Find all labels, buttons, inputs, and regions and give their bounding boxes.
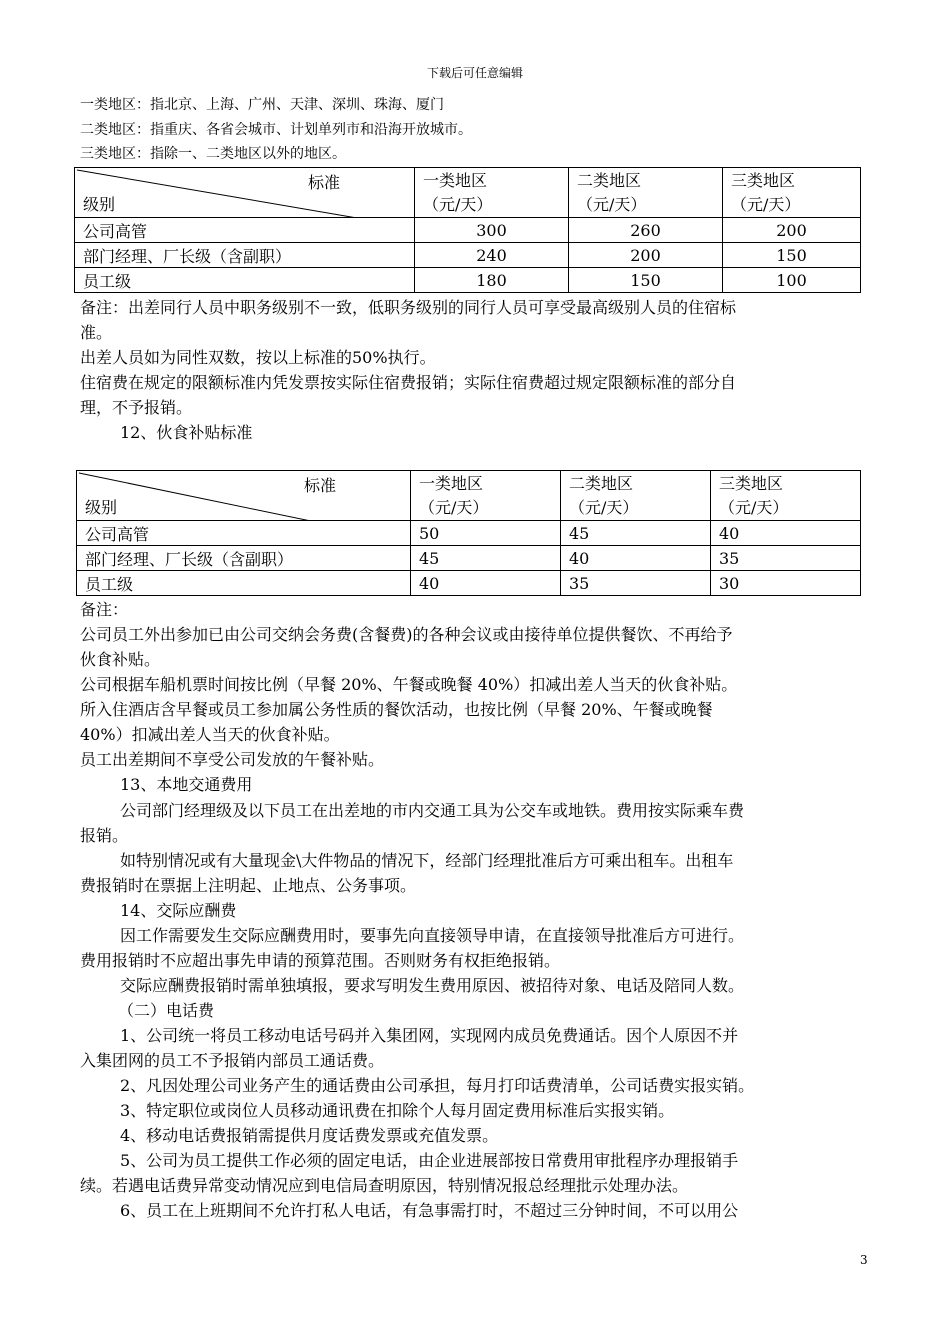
phone-text: 4、移动电话费报销需提供月度话费发票或充值发票。 (120, 1126, 499, 1145)
meal-note: 所入住酒店含早餐或员工参加属公务性质的餐饮活动，也按比例（早餐 20%、午餐或晚餐 (80, 700, 713, 719)
meal-note: 公司员工外出参加已由公司交纳会务费(含餐费)的各种会议或由接待单位提供餐饮、不再给予 (80, 625, 733, 644)
region-line-1: 一类地区：指北京、上海、广州、天津、深圳、珠海、厦门 (80, 97, 444, 113)
row-label: 员工级 (77, 571, 411, 596)
entertain-text: 费用报销时不应超出事先申请的预算范围。否则财务有权拒绝报销。 (80, 951, 561, 970)
row-label: 员工级 (75, 268, 415, 293)
table-cell: 260 (569, 218, 723, 243)
table-cell: 35 (711, 546, 861, 571)
diagonal-line (75, 168, 415, 218)
meal-note: 备注： (80, 600, 129, 619)
lodging-note: 出差人员如为同性双数，按以上标准的50%执行。 (80, 348, 436, 367)
column-header: 一类地区 （元/天） (411, 471, 561, 521)
section-heading-phone: （二）电话费 (118, 1001, 215, 1020)
diagonal-header-cell (77, 471, 411, 521)
table-cell: 40 (711, 521, 861, 546)
lodging-note: 理，不予报销。 (80, 398, 193, 417)
column-header: 二类地区 （元/天） (561, 471, 711, 521)
page-header: 下载后可任意编辑 (426, 66, 523, 80)
entertain-text: 因工作需要发生交际应酬费用时，要事先向直接领导申请，在直接领导批准后方可进行。 (120, 926, 745, 945)
table-cell: 300 (415, 218, 569, 243)
meal-note: 伙食补贴。 (80, 650, 161, 669)
row-label: 公司高管 (75, 218, 415, 243)
meal-note: 公司根据车船机票时间按比例（早餐 20%、午餐或晚餐 40%）扣减出差人当天的伙食补贴。 (80, 675, 738, 694)
table-cell: 150 (723, 243, 861, 268)
phone-text: 1、公司统一将员工移动电话号码并入集团网，实现网内成员免费通话。因个人原因不并 (120, 1026, 739, 1045)
header-level: 级别 (83, 195, 116, 214)
region-line-2: 二类地区：指重庆、各省会城市、计划单列市和沿海开放城市。 (80, 122, 472, 138)
table-cell: 240 (415, 243, 569, 268)
table-cell: 45 (411, 546, 561, 571)
section-heading-12: 12、伙食补贴标准 (120, 423, 253, 442)
column-header: 三类地区 （元/天） (723, 168, 861, 218)
diagonal-line (77, 471, 411, 521)
transport-text: 如特别情况或有大量现金\大件物品的情况下，经部门经理批准后方可乘出租车。出租车 (120, 851, 734, 870)
phone-text: 续。若遇电话费异常变动情况应到电信局查明原因，特别情况报总经理批示处理办法。 (80, 1176, 689, 1195)
row-label: 部门经理、厂长级（含副职） (75, 243, 415, 268)
table-row (77, 571, 861, 596)
phone-text: 6、员工在上班期间不允许打私人电话，有急事需打时，不超过三分钟时间，不可以用公 (120, 1201, 739, 1220)
column-header: 二类地区 （元/天） (569, 168, 723, 218)
header-standard: 标准 (307, 173, 340, 192)
lodging-standard-table (74, 167, 861, 293)
column-header: 三类地区 （元/天） (711, 471, 861, 521)
meal-note: 40%）扣减出差人当天的伙食补贴。 (80, 725, 340, 744)
table-row (75, 243, 861, 268)
table-cell: 150 (569, 268, 723, 293)
section-heading-14: 14、交际应酬费 (120, 901, 237, 920)
meal-note: 员工出差期间不享受公司发放的午餐补贴。 (80, 750, 385, 769)
phone-text: 2、凡因处理公司业务产生的通话费由公司承担，每月打印话费清单，公司话费实报实销。 (120, 1076, 755, 1095)
phone-text: 5、公司为员工提供工作必须的固定电话，由企业进展部按日常费用审批程序办理报销手 (120, 1151, 739, 1170)
table-cell: 40 (411, 571, 561, 596)
transport-text: 报销。 (80, 826, 129, 845)
region-line-3: 三类地区：指除一、二类地区以外的地区。 (80, 146, 346, 162)
table-row (77, 546, 861, 571)
table-row (77, 521, 861, 546)
lodging-note: 准。 (80, 323, 113, 342)
lodging-note: 住宿费在规定的限额标准内凭发票按实际住宿费报销；实际住宿费超过规定限额标准的部分自 (80, 373, 737, 392)
meal-allowance-table (76, 470, 861, 596)
transport-text: 费报销时在票据上注明起、止地点、公务事项。 (80, 876, 417, 895)
diagonal-header-cell (75, 168, 415, 218)
table-cell: 35 (561, 571, 711, 596)
table-cell: 40 (561, 546, 711, 571)
table-cell: 50 (411, 521, 561, 546)
table-cell: 200 (723, 218, 861, 243)
phone-text: 3、特定职位或岗位人员移动通讯费在扣除个人每月固定费用标准后实报实销。 (120, 1101, 675, 1120)
lodging-note: 备注：出差同行人员中职务级别不一致，低职务级别的同行人员可享受最高级别人员的住宿标 (80, 298, 737, 317)
table-cell: 45 (561, 521, 711, 546)
table-cell: 180 (415, 268, 569, 293)
header-level: 级别 (85, 498, 118, 517)
transport-text: 公司部门经理级及以下员工在出差地的市内交通工具为公交车或地铁。费用按实际乘车费 (120, 801, 745, 820)
column-header: 一类地区 （元/天） (415, 168, 569, 218)
table-row (75, 268, 861, 293)
phone-text: 入集团网的员工不予报销内部员工通话费。 (80, 1051, 385, 1070)
table-cell: 100 (723, 268, 861, 293)
row-label: 部门经理、厂长级（含副职） (77, 546, 411, 571)
table-cell: 200 (569, 243, 723, 268)
table-cell: 30 (711, 571, 861, 596)
table-row (75, 218, 861, 243)
entertain-text: 交际应酬费报销时需单独填报，要求写明发生费用原因、被招待对象、电话及陪同人数。 (120, 976, 745, 995)
row-label: 公司高管 (77, 521, 411, 546)
page-number: 3 (860, 1253, 868, 1267)
header-standard: 标准 (303, 476, 336, 495)
section-heading-13: 13、本地交通费用 (120, 775, 253, 794)
